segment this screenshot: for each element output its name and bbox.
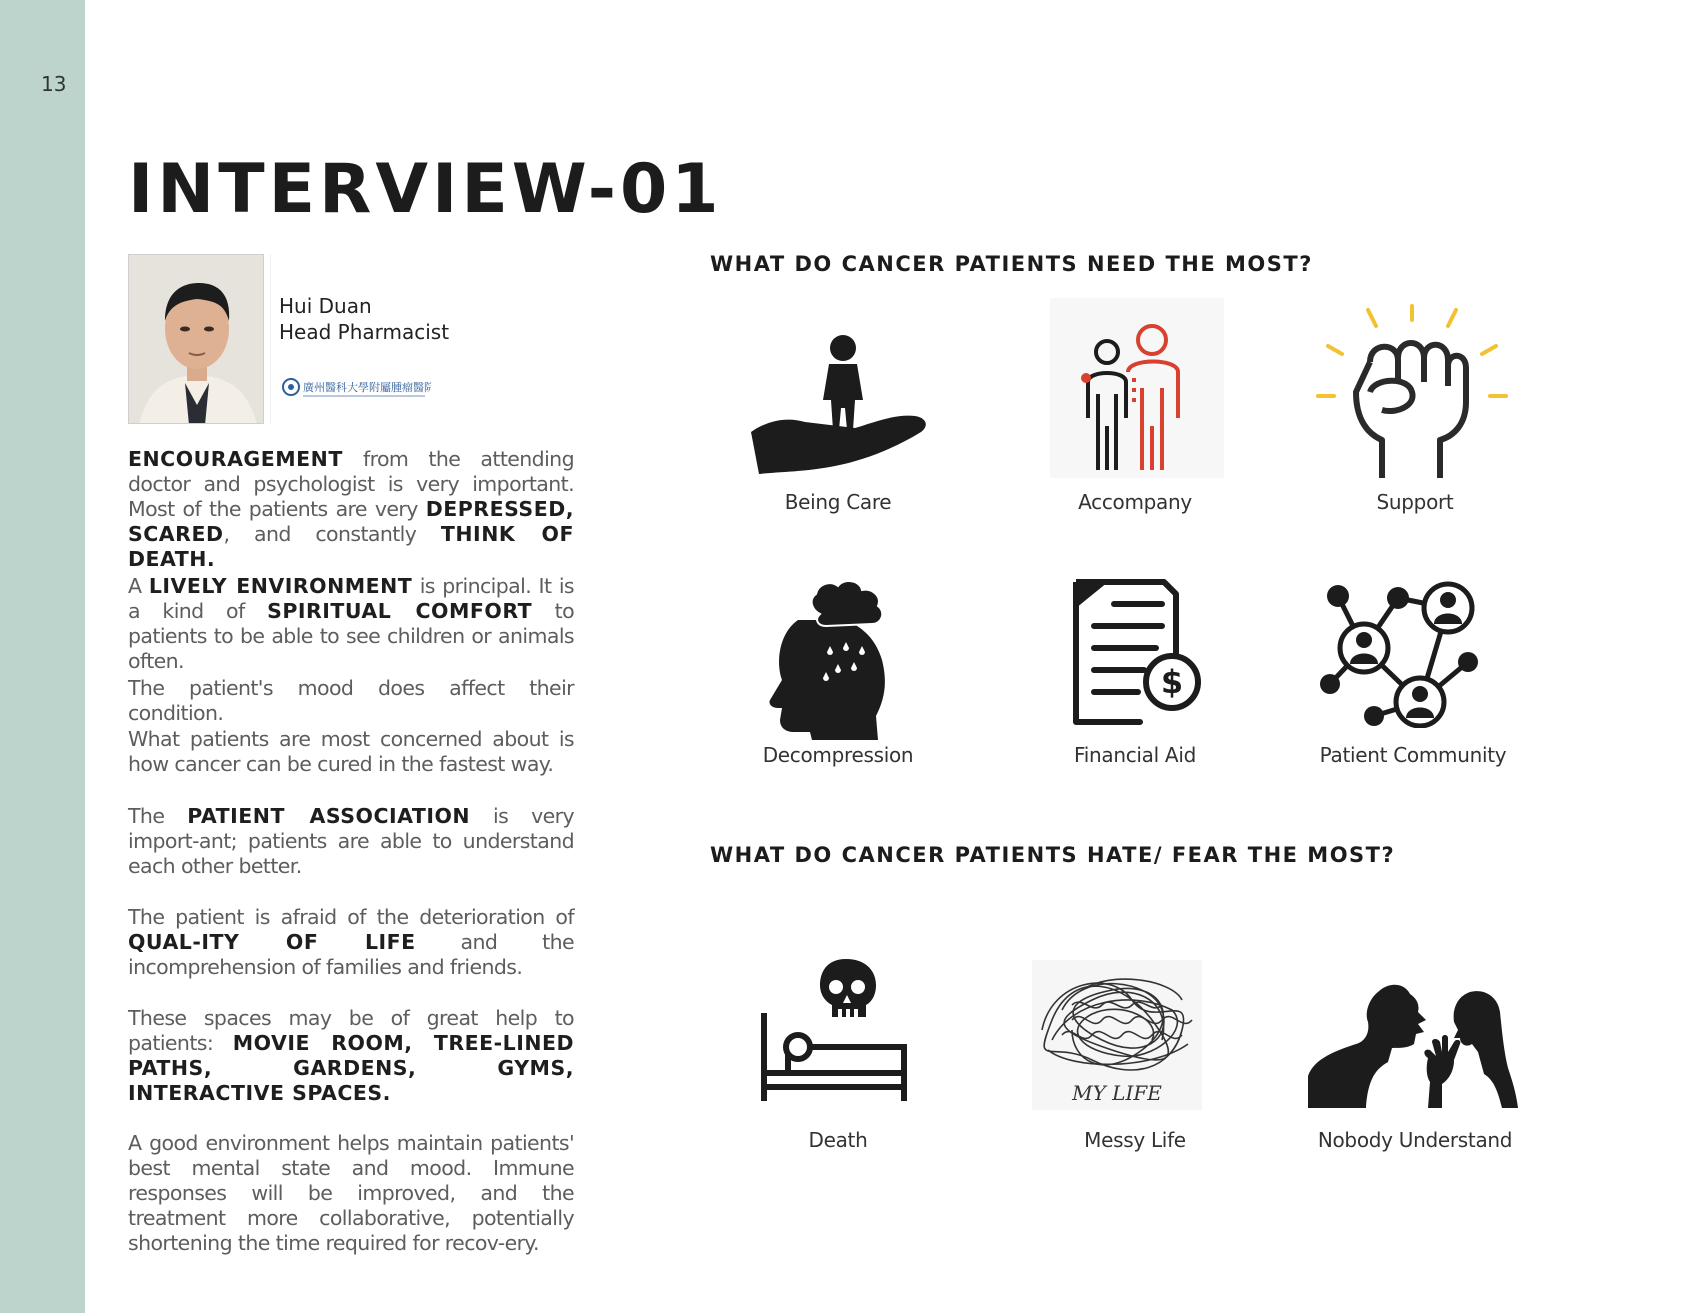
fear-label-nobody-understand: Nobody Understand: [1317, 1128, 1513, 1152]
two-people-icon: [1050, 298, 1224, 478]
body-text-run: from the attending doctor and psychologist is very important. Most of the patients are very: [128, 447, 574, 521]
paragraph-4: [128, 727, 574, 777]
paragraph-1: [128, 447, 574, 572]
head-raincloud-icon: [764, 580, 904, 740]
side-bar: [0, 0, 85, 1313]
body-text-run: is very import-ant; patients are able to understand each other better.: [128, 804, 574, 878]
fears-section-title: WHAT DO CANCER PATIENTS HATE/ FEAR THE MOST?: [710, 843, 1396, 867]
skull-bed-icon: [758, 955, 908, 1105]
body-text-run: The patient is afraid of the deterioration of: [128, 905, 574, 929]
hospital-logo-text: 廣州醫科大學附屬腫瘤醫院: [303, 381, 431, 394]
paragraph-2: [128, 574, 574, 674]
page-number: 13: [41, 72, 67, 96]
svg-text:$: $: [1160, 663, 1184, 701]
need-label-patient-community: Patient Community: [1319, 743, 1507, 767]
body-text-run: and the incomprehension of families and friends.: [128, 930, 574, 979]
page-title: INTERVIEW-01: [128, 150, 723, 229]
paragraph-6: [128, 905, 574, 980]
needs-section-title: WHAT DO CANCER PATIENTS NEED THE MOST?: [710, 252, 1313, 276]
interviewee-name: Hui Duan: [279, 294, 372, 318]
hospital-logo: [281, 375, 431, 401]
need-label-support: Support: [1376, 490, 1454, 514]
fear-label-death: Death: [808, 1128, 868, 1152]
interviewee-role: Head Pharmacist: [279, 320, 450, 344]
body-text-run: to patients to be able to see children or animals often.: [128, 599, 575, 673]
scribble-icon: [1032, 960, 1202, 1110]
fear-label-messy-life: Messy Life: [1084, 1128, 1186, 1152]
keyword-text: DEPRESSED, SCARED: [128, 497, 574, 546]
keyword-text: QUAL-ITY OF LIFE: [128, 930, 416, 954]
body-text-run: What patients are most concerned about is how cancer can be cured in the fastest way.: [128, 727, 574, 776]
body-text-run: The patient's mood does affect their condition.: [128, 676, 574, 725]
need-label-decompression: Decompression: [762, 743, 914, 767]
need-label-being-care: Being Care: [784, 490, 892, 514]
scribble-caption: MY LIFE: [1072, 1081, 1162, 1105]
keyword-text: PATIENT ASSOCIATION: [187, 804, 471, 828]
raised-fist-icon: [1312, 302, 1512, 482]
paragraph-7: [128, 1006, 574, 1106]
body-text-run: The: [128, 804, 188, 828]
document-dollar-icon: [1068, 578, 1208, 728]
paragraph-8: [128, 1131, 574, 1256]
keyword-text: THINK OF DEATH.: [128, 522, 574, 571]
interviewee-photo: [128, 254, 264, 424]
need-label-accompany: Accompany: [1078, 490, 1192, 514]
people-network-icon: [1318, 578, 1478, 728]
body-text-run: is principal. It is a kind of: [128, 574, 574, 623]
arguing-couple-icon: [1308, 972, 1518, 1108]
paragraph-3: [128, 676, 574, 726]
hand-holding-person-icon: [745, 330, 931, 480]
paragraph-5: [128, 804, 574, 879]
keyword-text: LIVELY ENVIRONMENT: [148, 574, 413, 598]
keyword-text: SPIRITUAL COMFORT: [267, 599, 533, 623]
body-text-run: A: [128, 574, 149, 598]
body-text-run: A good environment helps maintain patients' best mental state and mood. Immune responses will be improved, and the treatment more collaborative, potentially shortening the time required for recov-ery.: [128, 1131, 574, 1255]
keyword-text: MOVIE ROOM, TREE-LINED PATHS, GARDENS, GYMS, INTERACTIVE SPACES.: [128, 1031, 574, 1105]
keyword-text: ENCOURAGEMENT: [128, 447, 343, 471]
body-text-run: These spaces may be of great help to patients:: [128, 1006, 574, 1055]
body-text-run: , and constantly: [223, 522, 441, 546]
need-label-financial-aid: Financial Aid: [1074, 743, 1196, 767]
